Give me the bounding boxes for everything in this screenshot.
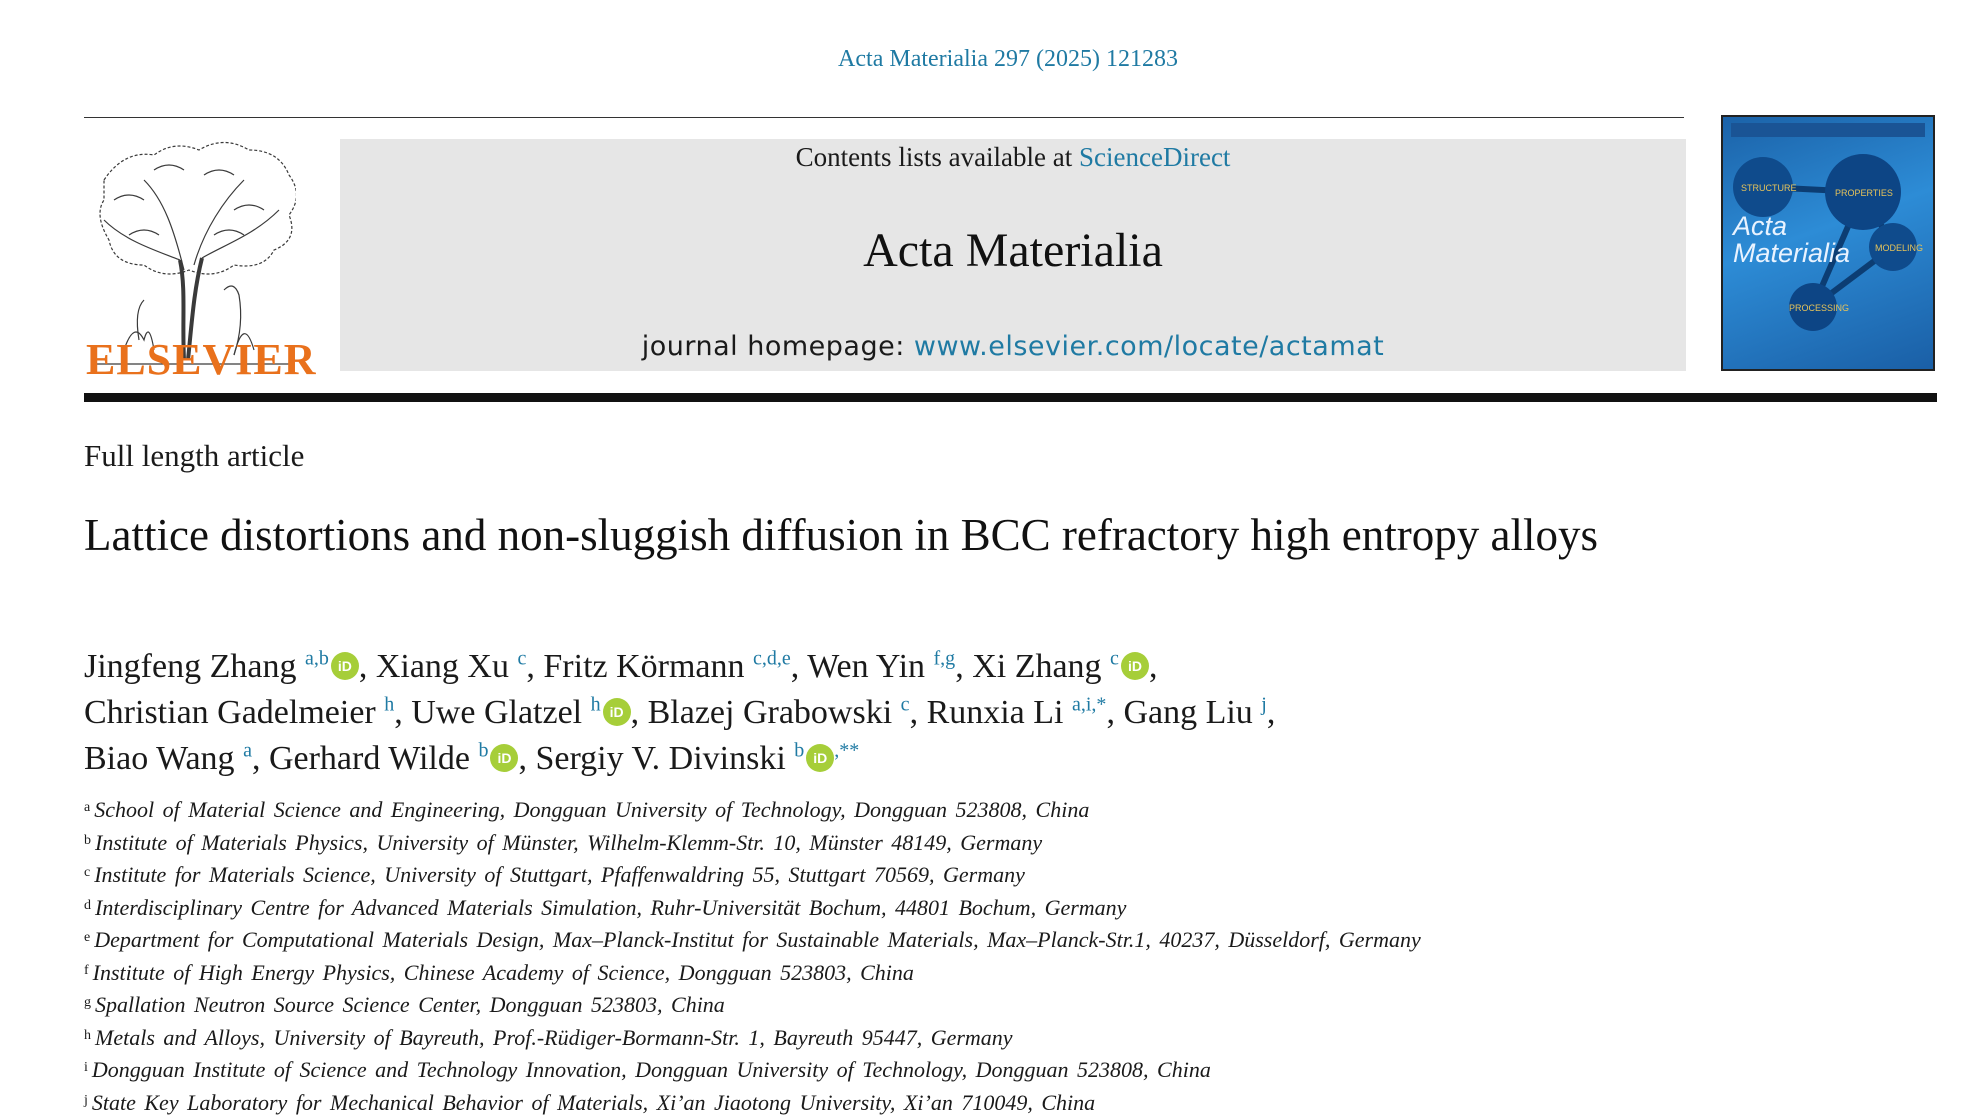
- affiliation-item: [84, 1021, 1421, 1054]
- author-affiliation-marks[interactable]: b: [794, 740, 804, 762]
- author-name-text[interactable]: Biao Wang: [84, 740, 243, 777]
- author-affiliation-marks[interactable]: h: [384, 694, 394, 716]
- author-name-text[interactable]: Sergiy V. Divinski: [535, 740, 794, 777]
- author-name[interactable]: [411, 694, 630, 731]
- cover-label-modeling: MODELING: [1875, 243, 1923, 253]
- author-affiliation-marks[interactable]: j: [1261, 694, 1267, 716]
- author-affiliation-marks[interactable]: a: [243, 740, 252, 762]
- affiliation-item: [84, 988, 1421, 1021]
- orcid-icon[interactable]: iD: [1121, 652, 1149, 680]
- affiliation-mark: h: [84, 1028, 91, 1043]
- affiliation-item: [84, 891, 1421, 924]
- author-affiliation-marks[interactable]: c: [1110, 648, 1119, 670]
- sciencedirect-link[interactable]: ScienceDirect: [1079, 142, 1230, 172]
- author-name[interactable]: [84, 648, 359, 685]
- contents-prefix: Contents lists available at: [796, 142, 1079, 172]
- author-list: Jingfeng Zhang $^{a,b}$ iD , Xiang Xu $^c$, Fritz Körmann $^{c,d,e}$, Wen Yin $^{f,g}$, Xi Zhang $^c$ iD , Christian Gadelmeier $^h$, Uwe Glatzel $^h$ iD , Blazej Grabowski $^c$, Runxia Li $^{a,i,*}$, Gang Liu $^j$, Biao Wang $^a$, Gerhard Wilde $^b$ iD , Sergiy V. Divinski $^b$ iD ,**: [84, 644, 1724, 782]
- affiliation-item: [84, 858, 1421, 891]
- affiliation-mark: f: [84, 963, 89, 978]
- author-name-text[interactable]: Uwe Glatzel: [411, 694, 590, 731]
- author-affiliation-marks[interactable]: c: [518, 648, 527, 670]
- author-name[interactable]: [535, 740, 859, 777]
- author-name[interactable]: [376, 648, 527, 685]
- affiliation-text: State Key Laboratory for Mechanical Behavior of Materials, Xi’an Jiaotong University, Xi’an 710049, China: [92, 1090, 1095, 1115]
- affiliation-item: [84, 826, 1421, 859]
- cover-label-processing: PROCESSING: [1789, 303, 1849, 313]
- journal-cover-image[interactable]: [1721, 115, 1935, 371]
- author-affiliation-marks[interactable]: h: [591, 694, 601, 716]
- affiliation-list: [84, 793, 1421, 1118]
- header-thick-rule: [84, 393, 1937, 402]
- homepage-link[interactable]: www.elsevier.com/locate/actamat: [914, 331, 1384, 362]
- orcid-icon[interactable]: iD: [490, 744, 518, 772]
- author-name-text[interactable]: Jingfeng Zhang: [84, 648, 305, 685]
- affiliation-item: [84, 923, 1421, 956]
- author-name-text[interactable]: Xi Zhang: [972, 648, 1110, 685]
- author-affiliation-marks[interactable]: f,g: [934, 648, 956, 670]
- affiliation-text: Dongguan Institute of Science and Technology Innovation, Dongguan University of Technology, Dongguan 523808, China: [92, 1057, 1211, 1082]
- affiliation-mark: i: [84, 1060, 88, 1075]
- affiliation-text: Institute for Materials Science, University of Stuttgart, Pfaffenwaldring 55, Stuttgart 70569, Germany: [94, 862, 1025, 887]
- affiliation-text: Institute of High Energy Physics, Chinese Academy of Science, Dongguan 523803, China: [93, 960, 914, 985]
- contents-line: [340, 139, 1686, 175]
- author-name[interactable]: [927, 694, 1107, 731]
- author-name-text[interactable]: Gang Liu: [1123, 694, 1261, 731]
- author-affiliation-marks[interactable]: b: [478, 740, 488, 762]
- author-affiliation-marks[interactable]: c,d,e: [753, 648, 791, 670]
- affiliation-mark: c: [84, 865, 90, 880]
- publisher-wordmark: ELSEVIER: [86, 334, 317, 385]
- author-affiliation-marks[interactable]: c: [901, 694, 910, 716]
- author-affiliation-marks[interactable]: a,i,*: [1072, 694, 1106, 716]
- cover-title: Acta Materialia: [1733, 213, 1850, 267]
- affiliation-text: Institute of Materials Physics, University of Münster, Wilhelm-Klemm-Str. 10, Münster 48149, Germany: [95, 830, 1042, 855]
- journal-homepage: [340, 331, 1686, 362]
- affiliation-text: Metals and Alloys, University of Bayreuth, Prof.-Rüdiger-Bormann-Str. 1, Bayreuth 95447, Germany: [95, 1025, 1013, 1050]
- corresponding-author-mark[interactable]: ,**: [834, 740, 859, 762]
- cover-label-structure: STRUCTURE: [1741, 183, 1797, 193]
- affiliation-mark: j: [84, 1093, 88, 1108]
- author-name[interactable]: [972, 648, 1149, 685]
- affiliation-mark: a: [84, 800, 90, 815]
- author-name[interactable]: [807, 648, 955, 685]
- article-type: Full length article: [84, 438, 304, 474]
- affiliation-mark: g: [84, 995, 91, 1010]
- orcid-icon[interactable]: iD: [603, 698, 631, 726]
- author-name[interactable]: [1123, 694, 1266, 731]
- cover-label-properties: PROPERTIES: [1835, 188, 1893, 198]
- affiliation-mark: e: [84, 930, 90, 945]
- affiliation-mark: d: [84, 898, 91, 913]
- affiliation-item: [84, 1086, 1421, 1118]
- author-name-text[interactable]: Xiang Xu: [376, 648, 518, 685]
- affiliation-item: [84, 793, 1421, 826]
- affiliation-item: [84, 1053, 1421, 1086]
- journal-title: Acta Materialia: [340, 223, 1686, 278]
- author-name-text[interactable]: Gerhard Wilde: [269, 740, 478, 777]
- orcid-icon[interactable]: iD: [331, 652, 359, 680]
- affiliation-text: Spallation Neutron Source Science Center, Dongguan 523803, China: [95, 992, 725, 1017]
- author-name-text[interactable]: Christian Gadelmeier: [84, 694, 384, 731]
- orcid-icon[interactable]: iD: [806, 744, 834, 772]
- author-name[interactable]: [543, 648, 790, 685]
- author-name[interactable]: [84, 694, 394, 731]
- header-rule: [84, 117, 1684, 118]
- author-name-text[interactable]: Wen Yin: [807, 648, 933, 685]
- author-name-text[interactable]: Runxia Li: [927, 694, 1072, 731]
- affiliation-text: Department for Computational Materials Design, Max–Planck-Institut for Sustainable Materials, Max–Planck-Str.1, 40237, Düsseldorf, Germany: [94, 927, 1421, 952]
- journal-banner: [340, 139, 1686, 371]
- author-name[interactable]: [648, 694, 910, 731]
- affiliation-text: School of Material Science and Engineering, Dongguan University of Technology, Dongguan 523808, China: [94, 797, 1089, 822]
- author-name-text[interactable]: Fritz Körmann: [543, 648, 753, 685]
- author-name-text[interactable]: Blazej Grabowski: [648, 694, 901, 731]
- author-name[interactable]: [84, 740, 252, 777]
- affiliation-item: [84, 956, 1421, 989]
- affiliation-text: Interdisciplinary Centre for Advanced Materials Simulation, Ruhr-Universität Bochum, 44801 Bochum, Germany: [95, 895, 1126, 920]
- affiliation-mark: b: [84, 833, 91, 848]
- journal-citation[interactable]: Acta Materialia 297 (2025) 121283: [0, 46, 1976, 73]
- article-title: Lattice distortions and non-sluggish diffusion in BCC refractory high entropy alloys: [84, 505, 1724, 565]
- author-name[interactable]: [269, 740, 518, 777]
- author-affiliation-marks[interactable]: a,b: [305, 648, 329, 670]
- homepage-prefix: journal homepage:: [642, 331, 914, 362]
